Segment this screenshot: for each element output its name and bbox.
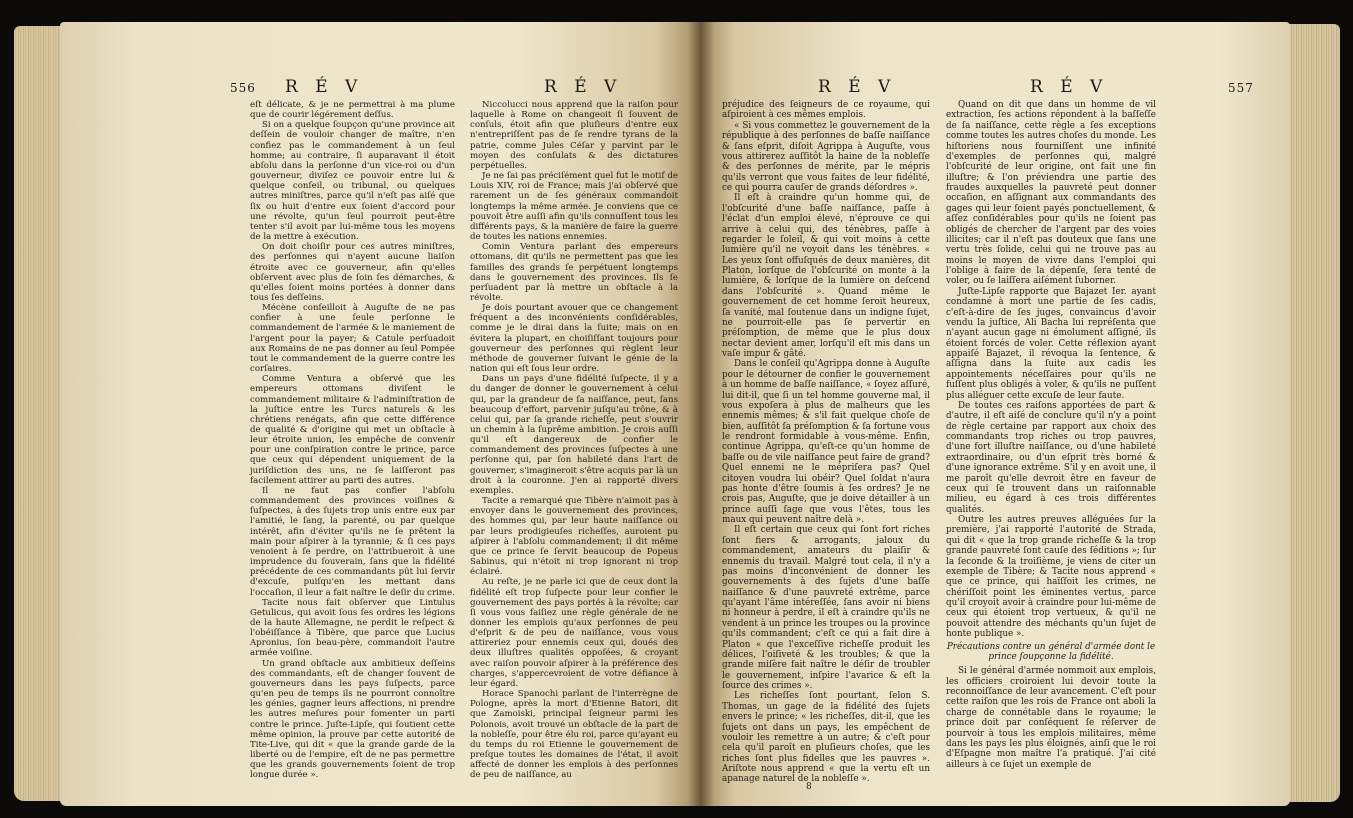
paragraph: De toutes ces raiſons apportées de part & d'autre, il eſt aiſé de conclure qu'il n'y a point de règle certaine par rapport aux choix des commandants trop riches ou trop pauvres, d'une fort illuſtre naiſſance, ou d'une habileté extraordinaire, ou d'un eſprit très borné & d'une ignorance extrême. S'il y en avoit une, il me paroît qu'elle devroit être en faveur de ceux qui ſe trouvent dans un raiſonnable milieu, eu égard à ces trois différentes qualités. <box>946 400 1156 515</box>
paragraph: Il eſt certain que ceux qui ſont fort riches ſont fiers & arrogants, jaloux du commandement, amateurs du plaiſir & ennemis du travail. Malgré tout cela, il n'y a pas moins d'inconvénient de donner les gouvernements à des ſujets d'une baſſe naiſſance & d'une pauvreté extrême, parce qu'ayant l'âme intéreſſée, ſans avoir ni biens ni honneur à perdre, il eſt à craindre qu'ils ne vendent à un prince les troupes ou la province qu'ils commandent; c'eſt ce qui a fait dire à Platon « que l'exceſſive richeſſe produit les délices, l'oiſiveté & les troubles; & que la grande miſère fait naître le déſir de troubler le gouvernement, inſpire l'avarice & eſt la ſource des crimes ». <box>722 525 930 691</box>
right-running-title-col2: R É V <box>1030 77 1109 97</box>
paragraph: On doit choiſir pour ces autres miniſtres, des perſonnes qui n'ayent aucune liaiſon étroite avec ce gouverneur, afin qu'elles obſervent avec plus de ſoin ſes démarches, & qu'elles ſoient moins portées à donner dans tous ſes deſſeins. <box>250 242 455 303</box>
paragraph: Un grand obſtacle aux ambitieux deſſeins des commandants, eſt de changer ſouvent de gouverneurs dans les pays ſuſpects, parce qu'en peu de temps ils ne pourront connoître les génies, gagner leurs affections, ni prendre les autres meſures pour fomenter un parti contre le prince. Juſte-Lipſe, qui ſoutient cette même opinion, la prouve par cette autorité de Tite-Live, qui dit « que la grande garde de la liberté ou de l'empire, eſt de ne pas permettre que les grands gouvernements ſoient de trop longue durée ». <box>250 658 455 781</box>
right-running-head <box>700 77 1290 99</box>
paragraph: Précautions contre un général d'armée dont le prince ſoupçonne la fidélité. <box>946 641 1156 662</box>
paragraph: Dans un pays d'une fidélité ſuſpecte, il y a du danger de donner le gouvernement à celui qui, par la grandeur de ſa naiſſance, peut, ſans beaucoup d'effort, parvenir juſqu'au trône, & à celui qui, par ſa grande richeſſe, peut s'ouvrir un chemin à la ſuprême ambition. Je crois auſſi qu'il eſt dangereux de confier le commandement des provinces ſuſpectes à une perſonne qui, par ſon habileté dans l'art de gouverner, s'imagineroit s'être acquis par là un droit à la couronne. J'en ai rapporté divers exemples. <box>470 374 678 496</box>
paragraph: Outre les autres preuves alléguées ſur la première, j'ai rapporté l'autorité de Strada, qui dit « que la trop grande richeſſe & la trop grande pauvreté ſont cauſe des ſéditions »; ſur la ſeconde & la troiſième, je viens de citer un exemple de Tibère; & Tacite nous apprend « que ce prince, qui haïſſoit les crimes, ne chériſſoit point les éminentes vertus, parce qu'il croyoit avoir à craindre pour lui-même de ceux qui étoient trop vertueux, & qu'il ne pouvoit attendre des méchants qu'un ſujet de honte publique ». <box>946 515 1156 640</box>
paragraph: Quand on dit que dans un homme de vil extraction, ſes actions répondent à la baſſeſſe de ſa naiſſance, cette règle a ſes exceptions comme toutes les autres choſes du monde. Les hiſtoriens nous fourniſſent une infinité d'exemples de perſonnes qui, malgré l'obſcurité de leur origine, ont fait une fin illuſtre; & l'on préviendra une partie des fraudes auxquelles la pauvreté peut donner occaſion, en aſſignant aux commandants des gages qui leur ſoient payés ponctuellement, & aſſez conſidérables pour qu'ils ne ſoient pas obligés de chercher de l'argent par des voies illicites; car il n'eſt pas douteux que ſans une vertu très ſolide, celui qui ne trouve pas au moins le moyen de vivre dans l'emploi qui l'oblige à faire de la dépenſe, ſera tenté de voler, ou ſe laiſſera aiſément ſuborner. <box>946 100 1156 287</box>
paragraph: Si on a quelque ſoupçon qu'une province ait deſſein de vouloir changer de maître, n'en confiez pas le commandement à un ſeul homme; au contraire, ſi auparavant il étoit abſolu dans la perſonne d'un vice-roi ou d'un gouverneur, diviſez ce pouvoir entre lui & quelque conſeil, ou tribunal, ou quelques autres miniſtres, parce qu'il n'eſt pas aiſé que ſix ou huit d'entre eux ſoient d'accord pour une révolte, qu'un ſeul pourroit peut-être tenter s'il avoit par lui-même tous les moyens de la mettre à exécution. <box>250 120 455 243</box>
right-page-edges <box>1282 24 1340 802</box>
paragraph: Mécène conſeilloit à Auguſte de ne pas confier à une ſeule perſonne le commandement de l'armée & le maniement de l'argent pour la payer; & Catule perſuadoit aux Romains de ne pas donner au ſeul Pompée tout le commandement de la guerre contre les corſaires. <box>250 303 455 375</box>
right-page-number: 557 <box>1228 81 1254 95</box>
paragraph: préjudice des ſeigneurs de ce royaume, qui aſpiroient à ces mêmes emplois. <box>722 100 930 121</box>
paragraph: « Si vous commettez le gouvernement de la république à des perſonnes de baſſe naiſſance & ſans eſprit, diſoit Agrippa à Auguſte, vous vous attirerez auſſitôt la haine de la nobleſſe & des perſonnes de mérite, par le mépris qu'ils verront que vous faites de leur fidélité, ce qui pourra cauſer de grands déſordres ». <box>722 120 930 193</box>
paragraph: Si le général d'armée nommoit aux emplois, les officiers croiroient lui devoir toute la reconnoiſſance de leur avancement. C'eſt pour cette raiſon que les rois de France ont aboli la charge de connétable dans le royaume; le prince doit par conſéquent ſe réſerver de pourvoir à tous les emplois militaires, même dans les pays les plus éloignés, ainſi que le roi d'Eſpagne mon maître l'a pratiqué. J'ai cité ailleurs à ce ſujet un exemple de <box>946 666 1156 770</box>
paragraph: eſt délicate, & je ne permettrai à ma plume que de courir légérement deſſus. <box>250 100 455 121</box>
left-running-title-col2: R É V <box>544 77 623 97</box>
left-column-1 <box>250 100 455 790</box>
paragraph: Horace Spanochi parlant de l'interrègne de Pologne, après la mort d'Etienne Batori, dit que Zamoiski, principal ſeigneur parmi les Polonois, avoit trouvé un obſtacle de la part de la nobleſſe, pour être élu roi, parce qu'ayant eu du temps du roi Etienne le gouvernement de preſque toutes les domaines de l'état, il avoit affecté de donner les emplois à des perſonnes de peu de naiſſance, au <box>470 689 678 781</box>
paragraph: Dans le conſeil qu'Agrippa donne à Auguſte pour le détourner de confier le gouvernement à un homme de baſſe naiſſance, « ſoyez aſſuré, lui dit-il, que ſi un tel homme gouverne mal, il vous expoſera à plus de malheurs que les ennemis mêmes; & s'il fait quelque choſe de bien, auſſitôt ſa préſomption & ſa fortune vous le rendront formidable à vous-même. Enfin, continue Agrippa, qu'eſt-ce qu'un homme de baſſe ou de vile naiſſance peut faire de grand? Quel ennemi ne le mépriſera pas? Quel citoyen voudra lui obéir? Quel ſoldat n'aura pas honte d'être ſoumis à ſes ordres? Je ne crois pas, Auguſte, que je doive détailler à un prince auſſi ſage que vous l'êtes, tous les maux qui peuvent naître delà ». <box>722 359 930 525</box>
right-page <box>700 22 1290 806</box>
paragraph: Tacite a remarqué que Tibère n'aimoit pas à envoyer dans le gouvernement des provinces, des hommes qui, par leur haute naiſſance ou par leurs prodigieuſes richeſſes, auroient pu aſpirer à l'abſolu commandement; il dit même que ce prince ſe ſervit beaucoup de Popeus Sabinus, qui n'étoit ni trop ignorant ni trop éclairé. <box>470 496 678 578</box>
left-page-number: 556 <box>230 81 256 95</box>
left-column-2 <box>470 100 678 790</box>
paragraph: Au reſte, je ne parle ici que de ceux dont la fidélité eſt trop ſuſpecte pour leur confier le gouvernement des pays portés à la révolte; car ſi vous vous faiſiez une règle générale de ne donner les emplois qu'aux perſonnes de peu d'eſprit & de peu de naiſſance, vous vous attireriez pour ennemis ceux qui, doués des deux illuſtres qualités oppoſées, & croyant avec raiſon pouvoir aſpirer à la préférence des charges, s'appercevroient de votre défiance à leur égard. <box>470 577 678 689</box>
left-running-head <box>60 77 700 99</box>
paragraph: Il eſt à craindre qu'un homme qui, de l'obſcurité d'une baſſe naiſſance, paſſe à l'éclat d'un emploi élevé, n'éprouve ce qui arrive à celui qui, des ténèbres, paſſe à regarder le ſoleil, & qui voit moins à cette lumière qu'il ne voyoit dans les ténèbres. « Les yeux ſont offuſqués de deux manières, dit Platon, lorſque de l'obſcurité on monte à la lumière, & lorſque de la lumière on deſcend dans l'obſcurité ». Quand même le gouvernement de cet homme ſeroit heureux, ſa vanité, mal ſoutenue dans un indigne ſujet, ne pourroit-elle pas ſe pervertir en préſomption, de même que le plus doux nectar devient amer, lorſqu'il eſt mis dans un vaſe impur & gâté. <box>722 193 930 359</box>
paragraph: Il ne faut pas confier l'abſolu commandement des provinces voiſines & ſuſpectes, à des ſujets trop unis entre eux par l'amitié, le ſang, la parenté, ou par quelque intérêt, afin d'éviter qu'ils ne ſe prêtent la main pour aſpirer à la tyrannie; & ſi ces pays venoient à ſe perdre, on l'attribueroit à une imprudence du ſouverain, ſans que la fidélité précédente de ces commandants pût lui ſervir d'excuſe, puiſqu'en les mettant dans l'occaſion, il leur a fait naître le deſir du crime. <box>250 485 455 598</box>
paragraph: Tacite nous fait obſerver que Lintulus Getulicus, qui avoit ſous ſes ordres les légions de la haute Allemagne, ne perdit le reſpect & l'obéiſſance à Tibère, que parce que Lucius Apronius, ſon beau-père, commandoit l'autre armée voiſine. <box>250 597 455 659</box>
right-column-1 <box>722 100 930 790</box>
paragraph: Comin Ventura parlant des empereurs ottomans, dit qu'ils ne permettent pas que les familles des grands ſe perpétuent longtemps dans le gouvernement des provinces. Ils ſe perſuadent par là mettre un obſtacle à la révolte. <box>470 242 678 303</box>
paragraph: Les richeſſes ſont pourtant, ſelon S. Thomas, un gage de la fidélité des ſujets envers le prince; « les richeſſes, dit-il, que les ſujets ont dans un pays, les empêchent de vouloir les remettre à un autre; & c'eſt pour cela qu'il paroît en pluſieurs choſes, que les riches ſont plus fidelles que les pauvres ». Ariſtote nous apprend « que la vertu eſt un apanage naturel de la nobleſſe ». <box>722 691 930 785</box>
left-page <box>60 22 700 806</box>
right-running-title-col1: R É V <box>818 77 897 97</box>
paragraph: Je ne ſai pas préciſément quel fut le motif de Louis XIV, roi de France; mais j'ai obſervé que rarement un de ſes généraux commandoit longtemps la même armée. Je conviens que ce pouvoit être auſſi afin qu'ils connuſſent tous les différents pays, & la manière de faire la guerre de toutes les nations ennemies. <box>470 171 678 243</box>
left-running-title-col1: R É V <box>285 77 364 97</box>
paragraph: Juſte-Lipſe rapporte que Bajazet Ier. ayant condamné à mort une partie de ſes cadis, c'eſt-à-dire de ſes juges, convaincus d'avoir vendu la juſtice, Ali Bacha lui repréſenta que n'ayant aucun gage ni émolument aſſigné, ils étoient forcés de voler. Cette réflexion ayant appaiſé Bajazet, il révoqua la ſentence, & aſſigna dans la ſuite aux cadis les appointements néceſſaires pour qu'ils ne fuſſent plus obligés à voler, & qu'ils ne puſſent plus alléguer cette excuſe de leur faute. <box>946 286 1156 401</box>
paragraph: Comme Ventura a obſervé que les empereurs ottomans diviſent le commandement militaire & l'adminiſtration de la juſtice entre les Turcs naturels & les chrétiens renégats, afin que cette différence de qualité & d'origine qui met un obſtacle à leur étroite union, les empêche de convenir pour une conſpiration contre le prince, parce que ceux qui dépendent uniquement de la juriſdiction des uns, ne ſe laiſſeront pas facilement attirer au parti des autres. <box>250 374 455 486</box>
paragraph: Je dois pourtant avouer que ce changement fréquent a des inconvénients conſidérables, comme je le dirai dans la ſuite; mais on en évitera la plupart, en choiſiſſant toujours pour gouverneur des perſonnes qui règlent leur méthode de gouverner ſuivant le génie de la nation qui eſt ſous leur ordre. <box>470 303 678 375</box>
book-gutter <box>688 22 714 806</box>
right-column-2 <box>946 100 1156 790</box>
signature-mark: 8 <box>806 782 812 792</box>
paragraph: Niccolucci nous apprend que la raiſon pour laquelle à Rome on changeoit ſi ſouvent de conſuls, étoit afin que pluſieurs d'entre eux n'entrepriſſent pas de ſe rendre tyrans de la patrie, comme Jules Céſar y parvint par le moyen des conſulats & des dictatures perpétuelles. <box>470 100 678 171</box>
